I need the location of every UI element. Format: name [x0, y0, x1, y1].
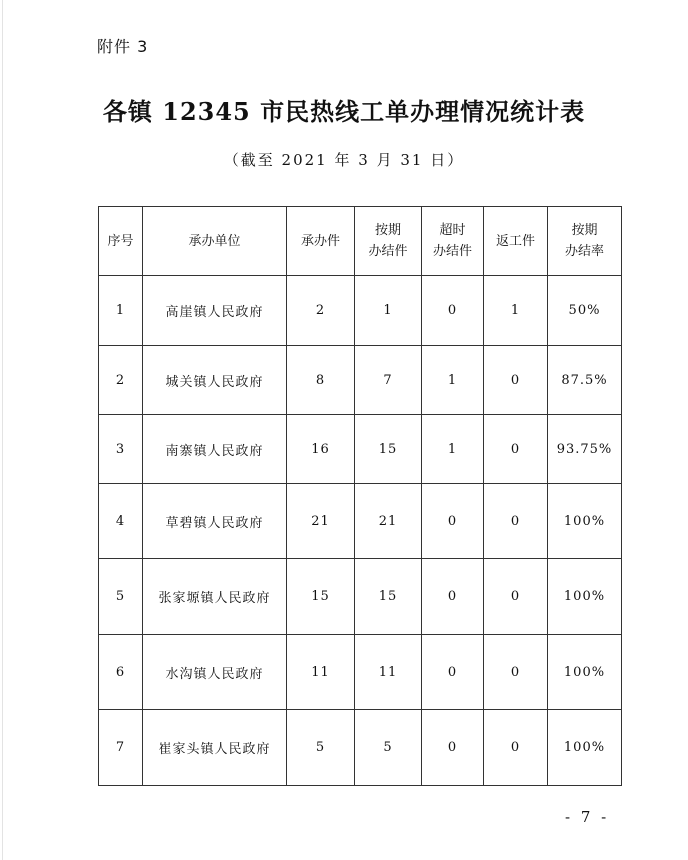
- cell-returned: 0: [484, 346, 548, 415]
- cell-ontime: 1: [355, 276, 422, 346]
- cell-unit: 城关镇人民政府: [143, 346, 287, 415]
- table-header-row: [99, 207, 622, 276]
- header-handled: 承办件: [287, 207, 355, 276]
- cell-handled: 8: [287, 346, 355, 415]
- cell-ontime: 5: [355, 710, 422, 786]
- cell-handled: 5: [287, 710, 355, 786]
- cell-overdue: 1: [422, 415, 484, 484]
- cell-returned: 1: [484, 276, 548, 346]
- cell-handled: 16: [287, 415, 355, 484]
- cell-index: 6: [99, 635, 143, 710]
- cell-rate: 93.75%: [548, 415, 622, 484]
- header-overdue: [422, 207, 484, 276]
- cell-overdue: 0: [422, 559, 484, 635]
- cell-overdue: 0: [422, 276, 484, 346]
- page-number: - 7 -: [565, 808, 610, 826]
- header-overdue-line2: 办结件: [432, 244, 472, 259]
- cell-ontime: 15: [355, 415, 422, 484]
- header-ontime: [355, 207, 422, 276]
- cell-unit: 高崖镇人民政府: [143, 276, 287, 346]
- cell-returned: 0: [484, 710, 548, 786]
- cell-index: 7: [99, 710, 143, 786]
- document-subtitle: （截至 2021 年 3 月 31 日）: [223, 151, 465, 169]
- cell-returned: 0: [484, 559, 548, 635]
- cell-handled: 15: [287, 559, 355, 635]
- header-rate: [548, 207, 622, 276]
- header-rate-line1: 按期: [571, 223, 598, 238]
- header-unit: 承办单位: [143, 207, 287, 276]
- table-row: [99, 484, 622, 559]
- cell-returned: 0: [484, 635, 548, 710]
- cell-handled: 21: [287, 484, 355, 559]
- cell-unit: 水沟镇人民政府: [143, 635, 287, 710]
- cell-rate: 100%: [548, 484, 622, 559]
- cell-unit: 草碧镇人民政府: [143, 484, 287, 559]
- cell-rate: 50%: [548, 276, 622, 346]
- cell-rate: 100%: [548, 635, 622, 710]
- cell-overdue: 0: [422, 635, 484, 710]
- cell-handled: 2: [287, 276, 355, 346]
- cell-unit: 南寨镇人民政府: [143, 415, 287, 484]
- header-ontime-line2: 办结件: [368, 244, 408, 259]
- cell-returned: 0: [484, 415, 548, 484]
- cell-overdue: 0: [422, 710, 484, 786]
- cell-index: 5: [99, 559, 143, 635]
- attachment-label: 附件 3: [97, 37, 149, 56]
- cell-index: 2: [99, 346, 143, 415]
- cell-rate: 100%: [548, 710, 622, 786]
- cell-rate: 87.5%: [548, 346, 622, 415]
- cell-ontime: 11: [355, 635, 422, 710]
- cell-unit: 张家塬镇人民政府: [143, 559, 287, 635]
- table-row: [99, 559, 622, 635]
- cell-ontime: 15: [355, 559, 422, 635]
- cell-index: 4: [99, 484, 143, 559]
- table-row: [99, 415, 622, 484]
- cell-handled: 11: [287, 635, 355, 710]
- table-row: [99, 346, 622, 415]
- header-returned: 返工件: [484, 207, 548, 276]
- cell-unit: 崔家头镇人民政府: [143, 710, 287, 786]
- cell-rate: 100%: [548, 559, 622, 635]
- header-ontime-line1: 按期: [374, 223, 401, 238]
- statistics-table: [98, 206, 622, 786]
- table-row: [99, 276, 622, 346]
- header-rate-line2: 办结率: [564, 244, 604, 259]
- cell-returned: 0: [484, 484, 548, 559]
- cell-index: 3: [99, 415, 143, 484]
- document-title: 各镇 12345 市民热线工单办理情况统计表: [102, 97, 586, 126]
- table-row: [99, 635, 622, 710]
- table-row: [99, 710, 622, 786]
- cell-overdue: 0: [422, 484, 484, 559]
- page-edge-line: [2, 0, 3, 860]
- header-overdue-line1: 超时: [439, 223, 466, 238]
- cell-overdue: 1: [422, 346, 484, 415]
- cell-index: 1: [99, 276, 143, 346]
- cell-ontime: 7: [355, 346, 422, 415]
- cell-ontime: 21: [355, 484, 422, 559]
- header-index: 序号: [99, 207, 143, 276]
